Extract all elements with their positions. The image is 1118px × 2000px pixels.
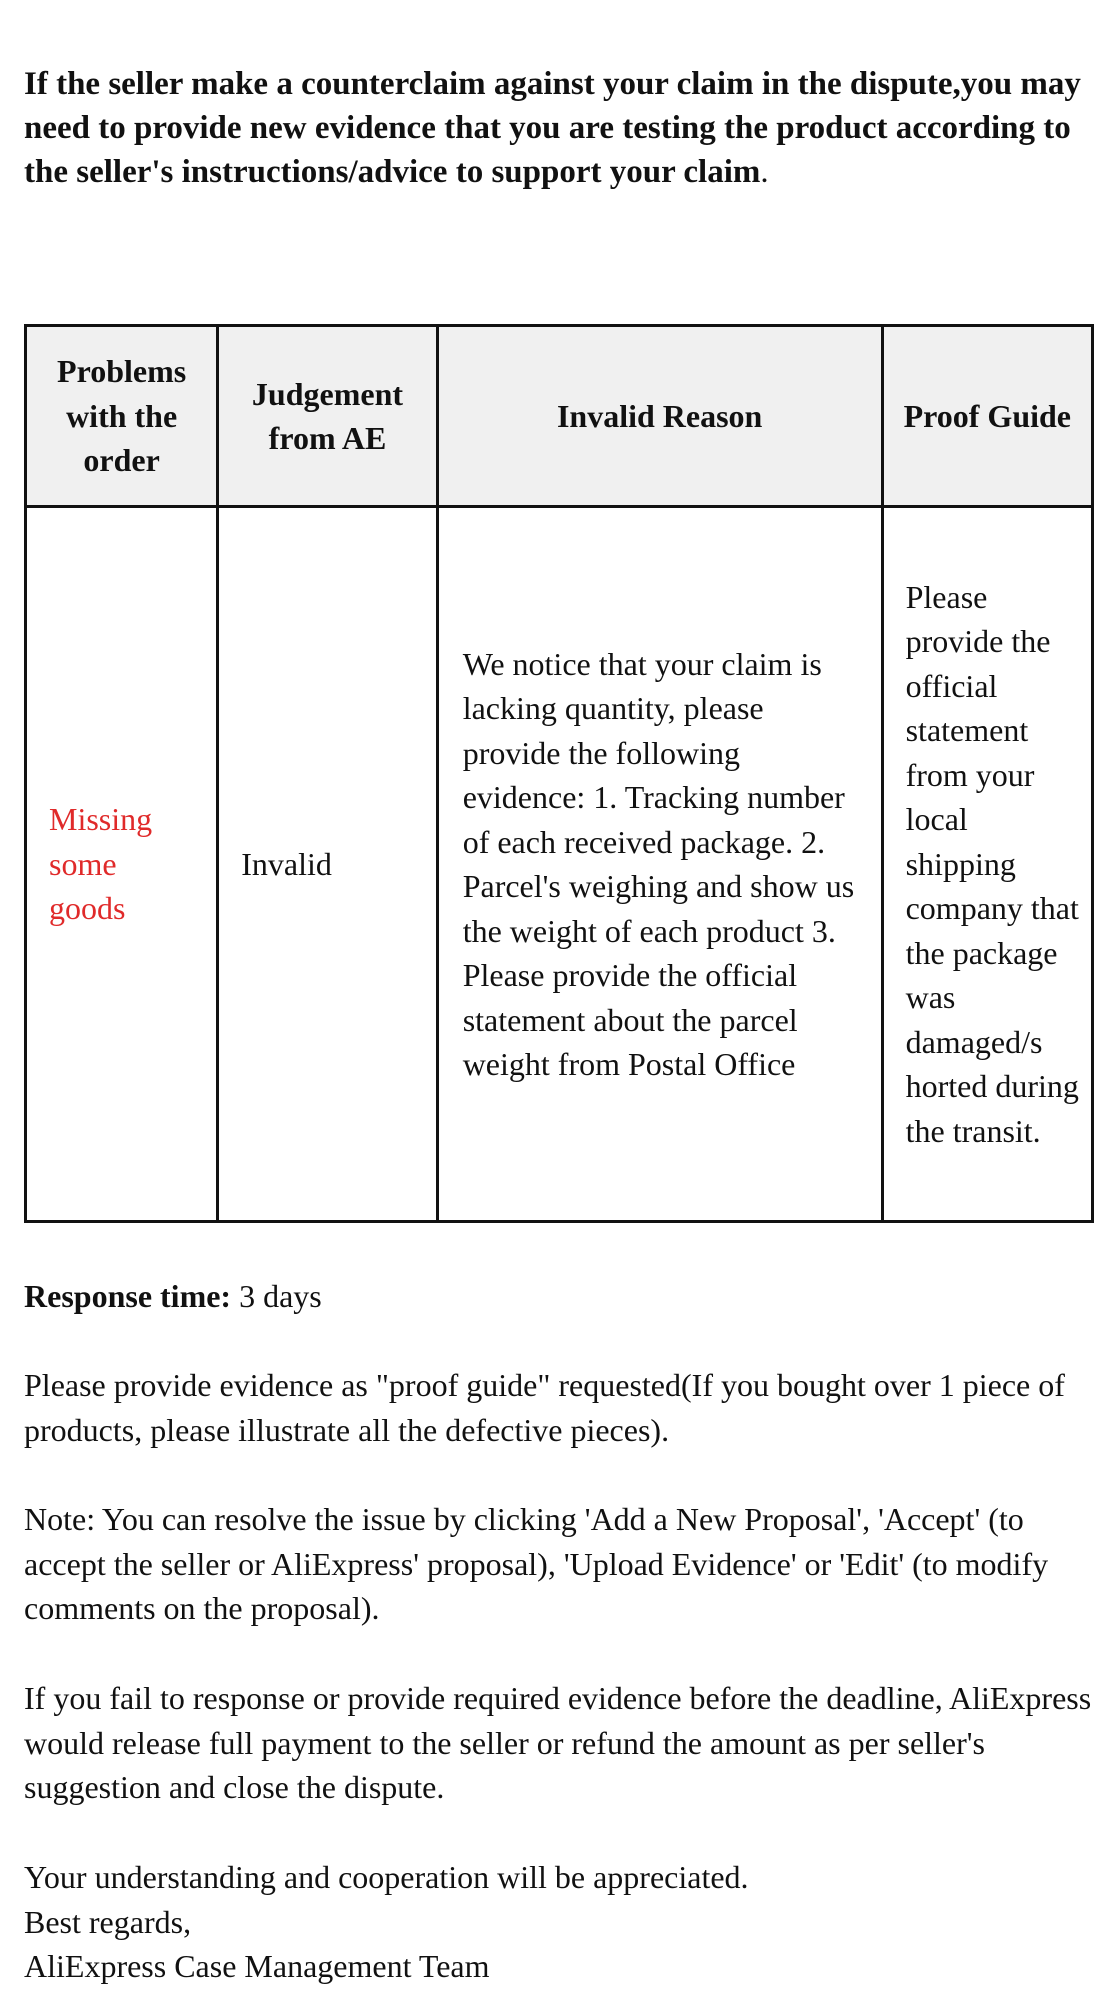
intro-period: . (760, 154, 769, 190)
response-time (24, 1274, 1094, 1319)
deadline-paragraph: If you fail to response or provide required evidence before the deadline, AliExpress would release full payment to the seller or refund the amount as per seller's suggestion and close the dispute. (24, 1680, 1092, 1805)
closing-block (24, 1855, 1094, 1989)
header-judgement: Judgement from AE (218, 326, 437, 507)
header-proof-guide: Proof Guide (882, 326, 1092, 507)
note-paragraph: Note: You can resolve the issue by clicking 'Add a New Proposal', 'Accept' (to accept the seller or AliExpress' proposal), 'Upload Evidence' or 'Edit' (to modify comments on the proposal). (24, 1501, 1049, 1626)
cell-judgement: Invalid (218, 507, 437, 1222)
cell-problem: Missing some goods (26, 507, 218, 1222)
intro-text: If the seller make a counterclaim against your claim in the dispute,you may need to provide new evidence that you are testing the product according to the seller's instructions/advice to support your claim (24, 66, 1081, 190)
closing-team: AliExpress Case Management Team (24, 1948, 490, 1984)
cell-proof-guide: Please provide the official statement from your local shipping company that the package was damaged/s horted during the transit. (882, 507, 1092, 1222)
closing-regards: Best regards, (24, 1903, 192, 1940)
response-time-label: Response time: (24, 1278, 232, 1314)
evidence-paragraph: Please provide evidence as "proof guide" requested(If you bought over 1 piece of products, please illustrate all the defective pieces). (24, 1367, 1065, 1448)
dispute-table (24, 324, 1094, 1223)
cell-invalid-reason: We notice that your claim is lacking quantity, please provide the following evidence: 1. Tracking number of each received package. 2. Parcel's weighing and show us the weight of each product 3. Please provide the official statement about the parcel weight from Postal Office (437, 507, 882, 1222)
header-problems: Problems with the order (26, 326, 218, 507)
table-row (26, 507, 1093, 1222)
closing-thanks: Your understanding and cooperation will be appreciated. (24, 1859, 749, 1895)
table-header-row (26, 326, 1093, 507)
response-time-value: 3 days (231, 1278, 322, 1314)
header-invalid-reason: Invalid Reason (437, 326, 882, 507)
intro-paragraph (24, 62, 1084, 194)
